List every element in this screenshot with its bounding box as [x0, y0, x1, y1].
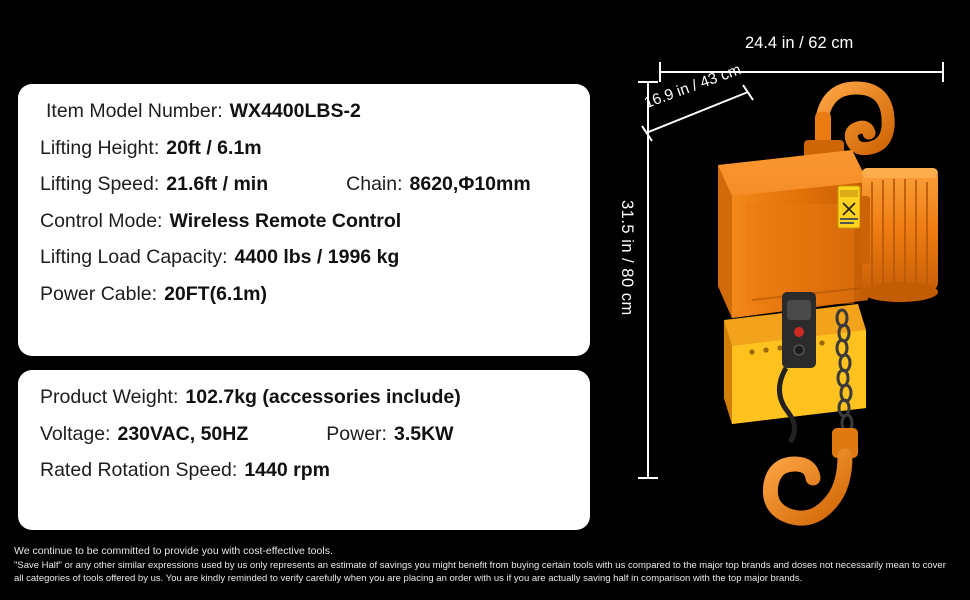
- bottom-hook-group: [770, 428, 858, 518]
- spec-value: WX4400LBS-2: [229, 100, 361, 122]
- spec-value: 20FT(6.1m): [164, 282, 268, 305]
- spec-row: [40, 248, 568, 268]
- spec-row: [40, 209, 568, 232]
- spec-row: [40, 461, 568, 481]
- spec-value: 21.6ft / min: [166, 173, 269, 195]
- spec-value: 4400 lbs / 1996 kg: [234, 246, 400, 268]
- spec-label: Voltage:: [40, 422, 111, 445]
- spec-label: Control Mode:: [40, 209, 163, 232]
- spec-value: Wireless Remote Control: [169, 209, 402, 232]
- spec-row: [40, 175, 568, 195]
- dimension-width-label: 24.4 in / 62 cm: [745, 34, 854, 52]
- additional-specifications-panel: [18, 370, 590, 530]
- spec-value: 102.7kg (accessories include): [185, 386, 461, 408]
- spec-value: 1440 rpm: [244, 459, 330, 481]
- spec-row: [40, 282, 568, 305]
- top-hook-group: [815, 88, 888, 149]
- disclaimer-line-1: We continue to be committed to provide you with cost-effective tools.: [14, 545, 333, 558]
- spec-value-secondary: 3.5KW: [393, 422, 454, 445]
- spec-value: 20ft / 6.1m: [166, 136, 262, 159]
- spec-label: Item Model Number:: [46, 100, 223, 122]
- spec-value-secondary: 8620,Φ10mm: [409, 173, 531, 195]
- spec-row: [40, 102, 568, 122]
- dimension-height-label: 31.5 in / 80 cm: [618, 200, 636, 316]
- spec-label: Power Cable:: [40, 282, 158, 305]
- spec-label: Product Weight:: [40, 386, 179, 408]
- motor-housing: [860, 168, 938, 302]
- spec-row: [40, 388, 568, 408]
- spec-row: [40, 136, 568, 159]
- disclaimer-line-2: "Save Half" or any other similar expressions used by us only represents an estimate of savings you might benefit from buying certain tools with us compared to the major top brands and doses not necessarily mean to cover all categories of tools offered by us. You are kindly reminded to verify carefully when you are placing an order with us if you are actually saving half in comparison with the top major brands.: [14, 560, 946, 585]
- spec-label: Lifting Height:: [40, 136, 160, 159]
- spec-label-secondary: Power:: [326, 422, 387, 445]
- spec-label: Rated Rotation Speed:: [40, 459, 238, 481]
- specifications-panel: [18, 84, 590, 356]
- warning-label-sticker: [838, 186, 860, 228]
- dimension-depth-label: 16.9 in / 43 cm: [642, 61, 744, 112]
- spec-value: 230VAC, 50HZ: [117, 422, 249, 445]
- product-image-area: [600, 0, 970, 600]
- spec-row: [40, 422, 568, 445]
- spec-label: Lifting Load Capacity:: [40, 246, 228, 268]
- electric-chain-hoist-illustration: [600, 0, 970, 600]
- pendant-control: [779, 292, 816, 442]
- spec-label-secondary: Chain:: [346, 173, 403, 195]
- spec-label: Lifting Speed:: [40, 173, 160, 195]
